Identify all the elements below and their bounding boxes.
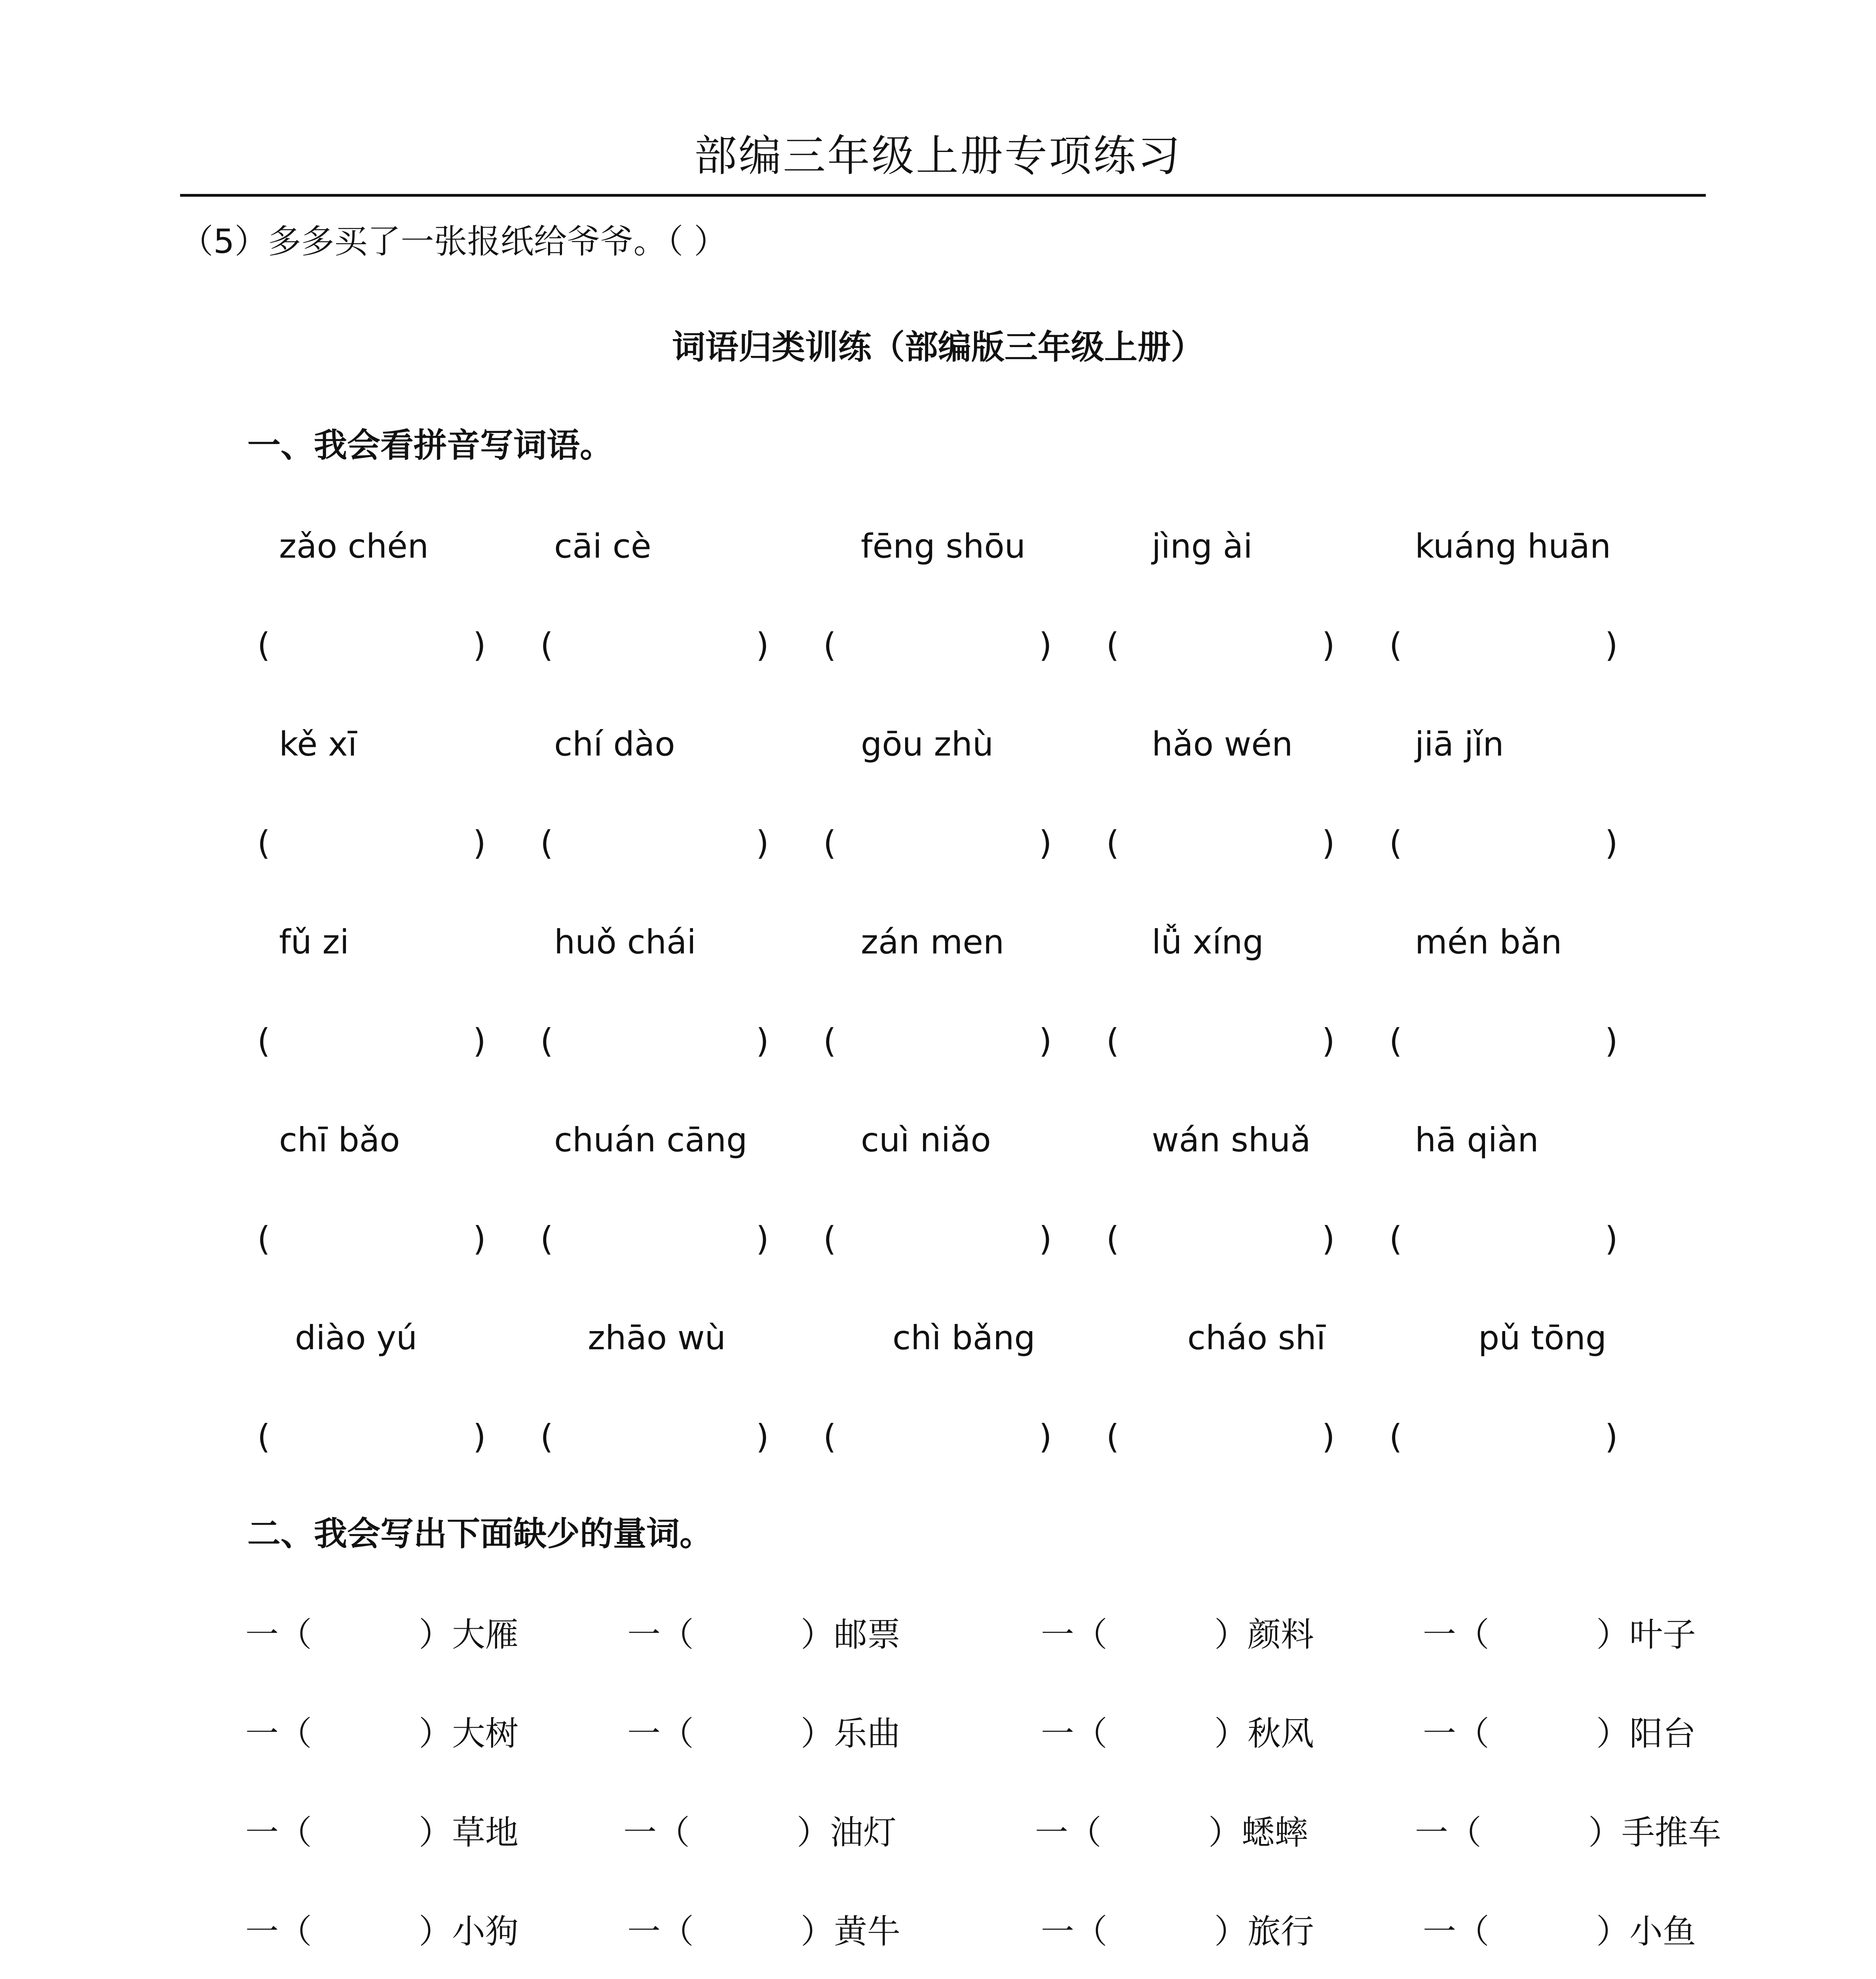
answer-blank-open-paren: (	[540, 1022, 553, 1060]
answer-blank-close-paren: )	[473, 1417, 486, 1456]
measure-word-noun: 大雁	[452, 1615, 519, 1654]
pinyin-prompt: kě xī	[279, 725, 357, 763]
answer-blank-close-paren: )	[756, 1022, 769, 1060]
measure-word-close-paren: ）	[1214, 1714, 1248, 1753]
header-divider	[180, 194, 1706, 197]
answer-blank-open-paren: (	[540, 1219, 553, 1258]
answer-blank-close-paren: )	[1605, 1219, 1618, 1258]
measure-word-item	[245, 1613, 518, 1656]
answer-blank-close-paren: )	[1605, 1022, 1618, 1060]
answer-blank-open-paren: (	[540, 626, 553, 665]
measure-word-noun: 旅行	[1248, 1912, 1314, 1951]
carryover-question: （5）多多买了一张报纸给爷爷。（ ）	[180, 222, 727, 261]
answer-blank-open-paren: (	[1106, 1219, 1119, 1258]
answer-blank-close-paren: )	[1605, 626, 1618, 665]
measure-word-item	[245, 1712, 518, 1755]
measure-word-prefix: 一（	[1041, 1912, 1108, 1951]
answer-blank-open-paren: (	[257, 1022, 270, 1060]
measure-word-prefix: 一（	[627, 1912, 694, 1951]
measure-word-noun: 手推车	[1622, 1813, 1722, 1852]
measure-word-close-paren: ）	[1596, 1714, 1630, 1753]
measure-word-noun: 叶子	[1629, 1615, 1696, 1654]
measure-word-prefix: 一（	[1423, 1714, 1490, 1753]
answer-blank-open-paren: (	[257, 626, 270, 665]
answer-blank-open-paren: (	[257, 824, 270, 862]
answer-blank-close-paren: )	[1039, 626, 1052, 665]
pinyin-prompt: chī bǎo	[279, 1121, 400, 1159]
answer-blank-close-paren: )	[756, 1219, 769, 1258]
measure-word-prefix: 一（	[1041, 1615, 1108, 1654]
answer-blank-close-paren: )	[1322, 824, 1335, 862]
measure-word-noun: 黄牛	[834, 1912, 901, 1951]
measure-word-prefix: 一（	[245, 1912, 312, 1951]
question-2-heading: 二、我会写出下面缺少的量词。	[247, 1514, 713, 1553]
pinyin-prompt: chuán cāng	[554, 1121, 748, 1159]
measure-word-item	[1041, 1910, 1314, 1953]
measure-word-prefix: 一（	[245, 1813, 312, 1852]
answer-blank-open-paren: (	[823, 1022, 836, 1060]
pinyin-prompt: fēng shōu	[861, 527, 1026, 566]
pinyin-prompt: zán men	[861, 923, 1004, 961]
answer-blank-open-paren: (	[1106, 626, 1119, 665]
answer-blank-close-paren: )	[1322, 1417, 1335, 1456]
answer-blank-close-paren: )	[1322, 1219, 1335, 1258]
measure-word-noun: 草地	[452, 1813, 519, 1852]
answer-blank-close-paren: )	[1322, 626, 1335, 665]
measure-word-item	[627, 1910, 900, 1953]
measure-word-prefix: 一（	[1423, 1615, 1490, 1654]
pinyin-prompt: zhāo wù	[588, 1318, 726, 1357]
measure-word-noun: 大树	[452, 1714, 519, 1753]
answer-blank-close-paren: )	[473, 626, 486, 665]
measure-word-close-paren: ）	[801, 1615, 834, 1654]
measure-word-close-paren: ）	[1588, 1813, 1622, 1852]
measure-word-noun: 阳台	[1629, 1714, 1696, 1753]
measure-word-prefix: 一（	[245, 1615, 312, 1654]
measure-word-prefix: 一（	[623, 1813, 690, 1852]
measure-word-noun: 小鱼	[1629, 1912, 1696, 1951]
measure-word-close-paren: ）	[797, 1813, 830, 1852]
answer-blank-open-paren: (	[1389, 824, 1402, 862]
answer-blank-open-paren: (	[257, 1417, 270, 1456]
measure-word-prefix: 一（	[1415, 1813, 1482, 1852]
pinyin-prompt: zǎo chén	[279, 527, 429, 566]
answer-blank-close-paren: )	[1605, 824, 1618, 862]
answer-blank-open-paren: (	[1106, 824, 1119, 862]
answer-blank-close-paren: )	[756, 824, 769, 862]
answer-blank-close-paren: )	[1322, 1022, 1335, 1060]
answer-blank-open-paren: (	[257, 1219, 270, 1258]
answer-blank-open-paren: (	[1389, 626, 1402, 665]
pinyin-prompt: fǔ zi	[279, 923, 349, 961]
question-1-heading: 一、我会看拼音写词语。	[247, 426, 613, 465]
measure-word-noun: 邮票	[834, 1615, 901, 1654]
pinyin-prompt: pǔ tōng	[1478, 1318, 1607, 1357]
pinyin-prompt: lǚ xíng	[1152, 923, 1264, 961]
answer-blank-open-paren: (	[823, 824, 836, 862]
pinyin-prompt: cuì niǎo	[861, 1121, 991, 1159]
measure-word-prefix: 一（	[245, 1714, 312, 1753]
measure-word-close-paren: ）	[1214, 1615, 1248, 1654]
measure-word-noun: 蟋蟀	[1242, 1813, 1308, 1852]
measure-word-item	[1041, 1712, 1314, 1755]
measure-word-item	[1415, 1811, 1721, 1854]
measure-word-noun: 小狗	[452, 1912, 519, 1951]
answer-blank-open-paren: (	[823, 1417, 836, 1456]
page-header-title: 部编三年级上册专项练习	[694, 131, 1182, 181]
measure-word-noun: 颜料	[1248, 1615, 1314, 1654]
measure-word-close-paren: ）	[419, 1714, 452, 1753]
measure-word-prefix: 一（	[627, 1615, 694, 1654]
pinyin-prompt: wán shuǎ	[1152, 1121, 1311, 1159]
measure-word-item	[627, 1712, 900, 1755]
measure-word-item	[623, 1811, 896, 1854]
answer-blank-close-paren: )	[1039, 1417, 1052, 1456]
measure-word-close-paren: ）	[1596, 1912, 1630, 1951]
measure-word-item	[1423, 1712, 1696, 1755]
pinyin-prompt: hǎo wén	[1152, 725, 1293, 763]
answer-blank-close-paren: )	[473, 824, 486, 862]
answer-blank-close-paren: )	[1039, 824, 1052, 862]
measure-word-close-paren: ）	[1208, 1813, 1242, 1852]
pinyin-prompt: jiā jǐn	[1415, 725, 1504, 763]
measure-word-noun: 油灯	[830, 1813, 897, 1852]
answer-blank-open-paren: (	[540, 824, 553, 862]
measure-word-noun: 秋风	[1248, 1714, 1314, 1753]
pinyin-prompt: mén bǎn	[1415, 923, 1562, 961]
measure-word-close-paren: ）	[801, 1714, 834, 1753]
answer-blank-close-paren: )	[473, 1022, 486, 1060]
pinyin-prompt: gōu zhù	[861, 725, 994, 763]
measure-word-item	[627, 1613, 900, 1656]
measure-word-item	[1423, 1613, 1696, 1656]
answer-blank-open-paren: (	[823, 1219, 836, 1258]
answer-blank-close-paren: )	[1039, 1022, 1052, 1060]
measure-word-item	[1041, 1613, 1314, 1656]
answer-blank-open-paren: (	[1389, 1219, 1402, 1258]
measure-word-noun: 乐曲	[834, 1714, 901, 1753]
section-title: 词语归类训练（部编版三年级上册）	[672, 328, 1204, 367]
answer-blank-close-paren: )	[473, 1219, 486, 1258]
pinyin-prompt: hā qiàn	[1415, 1121, 1539, 1159]
answer-blank-open-paren: (	[540, 1417, 553, 1456]
measure-word-close-paren: ）	[1596, 1615, 1630, 1654]
measure-word-prefix: 一（	[627, 1714, 694, 1753]
measure-word-item	[245, 1910, 518, 1953]
measure-word-prefix: 一（	[1035, 1813, 1102, 1852]
pinyin-prompt: huǒ chái	[554, 923, 696, 961]
measure-word-close-paren: ）	[801, 1912, 834, 1951]
pinyin-prompt: cháo shī	[1187, 1318, 1326, 1357]
measure-word-prefix: 一（	[1423, 1912, 1490, 1951]
pinyin-prompt: kuáng huān	[1415, 527, 1611, 566]
answer-blank-close-paren: )	[756, 626, 769, 665]
measure-word-item	[1423, 1910, 1696, 1953]
answer-blank-open-paren: (	[1106, 1417, 1119, 1456]
answer-blank-open-paren: (	[1106, 1022, 1119, 1060]
answer-blank-open-paren: (	[1389, 1417, 1402, 1456]
measure-word-close-paren: ）	[419, 1615, 452, 1654]
answer-blank-open-paren: (	[1389, 1022, 1402, 1060]
measure-word-prefix: 一（	[1041, 1714, 1108, 1753]
answer-blank-close-paren: )	[1605, 1417, 1618, 1456]
pinyin-prompt: chí dào	[554, 725, 675, 763]
measure-word-close-paren: ）	[419, 1912, 452, 1951]
answer-blank-close-paren: )	[1039, 1219, 1052, 1258]
answer-blank-close-paren: )	[756, 1417, 769, 1456]
pinyin-prompt: cāi cè	[554, 527, 651, 566]
answer-blank-open-paren: (	[823, 626, 836, 665]
measure-word-close-paren: ）	[1214, 1912, 1248, 1951]
measure-word-close-paren: ）	[419, 1813, 452, 1852]
measure-word-item	[1035, 1811, 1308, 1854]
pinyin-prompt: diào yú	[295, 1318, 418, 1357]
pinyin-prompt: jìng ài	[1152, 527, 1253, 566]
pinyin-prompt: chì bǎng	[892, 1318, 1035, 1357]
measure-word-item	[245, 1811, 518, 1854]
